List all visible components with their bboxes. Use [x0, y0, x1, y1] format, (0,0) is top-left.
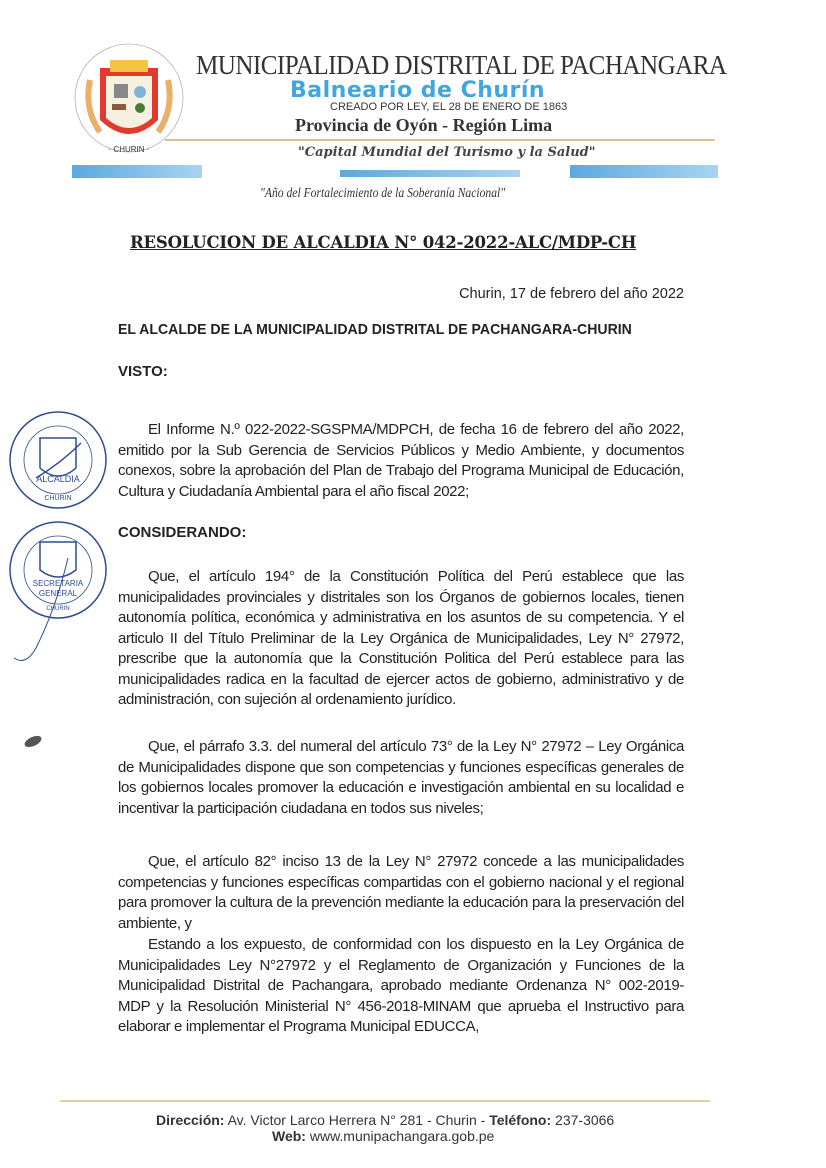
svg-text:· CHURIN ·: · CHURIN ·	[108, 145, 150, 154]
header-created: CREADO POR LEY, EL 28 DE ENERO DE 1863	[330, 101, 568, 113]
phone-value: 237-3066	[555, 1112, 615, 1128]
considerando-paragraph-4: Estando a los expuesto, de conformidad con los dispuesto en la Ley Orgánica de Municipalidades Ley N°27972 y el Reglamento de Organización y Funciones de la Municipalidad Distrital de Pachangara, aprobado mediante Ordenanza N° 002-2019- MDP y la Resolución Ministerial N° 456-2018-MINAM que aprueba el Instructivo para elaborar e implementar el Programa Municipal EDUCCA,	[118, 936, 684, 1035]
header-band-left	[72, 165, 202, 178]
svg-text:ALCALDIA: ALCALDIA	[36, 474, 80, 484]
resolution-title: RESOLUCION DE ALCALDIA N° 042-2022-ALC/MDP-CH	[130, 233, 637, 252]
municipality-name: MUNICIPALIDAD DISTRITAL DE PACHANGARA	[196, 50, 727, 80]
address-value: Av. Victor Larco Herrera N° 281 - Churin -	[227, 1112, 486, 1128]
svg-text:SECRETARIA: SECRETARIA	[32, 579, 84, 588]
address-label: Dirección:	[156, 1112, 225, 1128]
considerando-heading: CONSIDERANDO:	[118, 524, 247, 541]
secretaria-general-seal-stamp	[6, 518, 110, 668]
footer-web	[272, 1128, 494, 1144]
considerando-paragraph-2: Que, el párrafo 3.3. del numeral del artículo 73° de la Ley N° 27972 – Ley Orgánica de Municipalidades dispone que son competencias y funciones específicas generales de los gobiernos locales promover la educación e investigación ambiental en su localidad e incentivar la participación ciudadana en todos sus niveles;	[118, 738, 684, 817]
svg-text:CHURIN: CHURIN	[44, 495, 72, 502]
considerando-paragraph-3: Que, el artículo 82° inciso 13 de la Ley N° 27972 concede a las municipalidades competencias y funciones específicas compartidas con el gobierno nacional y el regional para promover la cultura de la prevención mediante la educación para la preservación del ambiente, y	[118, 853, 684, 932]
visto-paragraph: El Informe N.º 022-2022-SGSPMA/MDPCH, de fecha 16 de febrero del año 2022, emitido por la Sub Gerencia de Servicios Públicos y Medio Ambiente, y documentos conexos, sobre la aprobación del Plan de Trabajo del Programa Municipal de Educación, Cultura y Ciudadanía Ambiental para el año fiscal 2022;	[118, 421, 684, 500]
authority-line: EL ALCALDE DE LA MUNICIPALIDAD DISTRITAL DE PACHANGARA-CHURIN	[118, 321, 632, 338]
svg-text:CHURIN: CHURIN	[46, 606, 70, 612]
alcaldia-seal-stamp	[6, 408, 110, 512]
phone-label: Teléfono:	[489, 1112, 552, 1128]
header-divider	[165, 139, 715, 141]
municipal-crest-logo	[70, 40, 188, 160]
ink-mark	[23, 734, 43, 750]
web-link[interactable]: www.munipachangara.gob.pe	[309, 1128, 495, 1144]
footer-contact	[156, 1112, 614, 1128]
visto-heading: VISTO:	[118, 363, 168, 380]
web-label: Web:	[272, 1128, 306, 1144]
header-band-right	[570, 165, 718, 178]
considerando-paragraph-1: Que, el artículo 194° de la Constitución Política del Perú establece que las municipalidades provinciales y distritales son los Órganos de gobiernos locales, tienen autonomía política, económica y administrativa en los asuntos de su competencia. Y el articulo II del Título Preliminar de la Ley Orgánica de Municipalidades, Ley N° 27972, prescribe que la autonomía que la Constitución Politica del Perú establece para las municipalidades radica en la facultad de ejercer actos de gobierno, administrativo y de administración, con sujeción al ordenamiento jurídico.	[118, 568, 684, 708]
header-motto: "Capital Mundial del Turismo y la Salud"	[298, 145, 596, 160]
year-name: "Año del Fortalecimiento de la Soberanía Nacional"	[260, 185, 506, 200]
header-subtitle: Balneario de Churín	[290, 78, 546, 103]
header-band-mid	[340, 170, 520, 177]
svg-text:GENERAL: GENERAL	[38, 589, 78, 598]
footer-divider	[60, 1100, 710, 1102]
resolution-date: Churin, 17 de febrero del año 2022	[459, 286, 684, 302]
header-province: Provincia de Oyón - Región Lima	[295, 115, 553, 135]
